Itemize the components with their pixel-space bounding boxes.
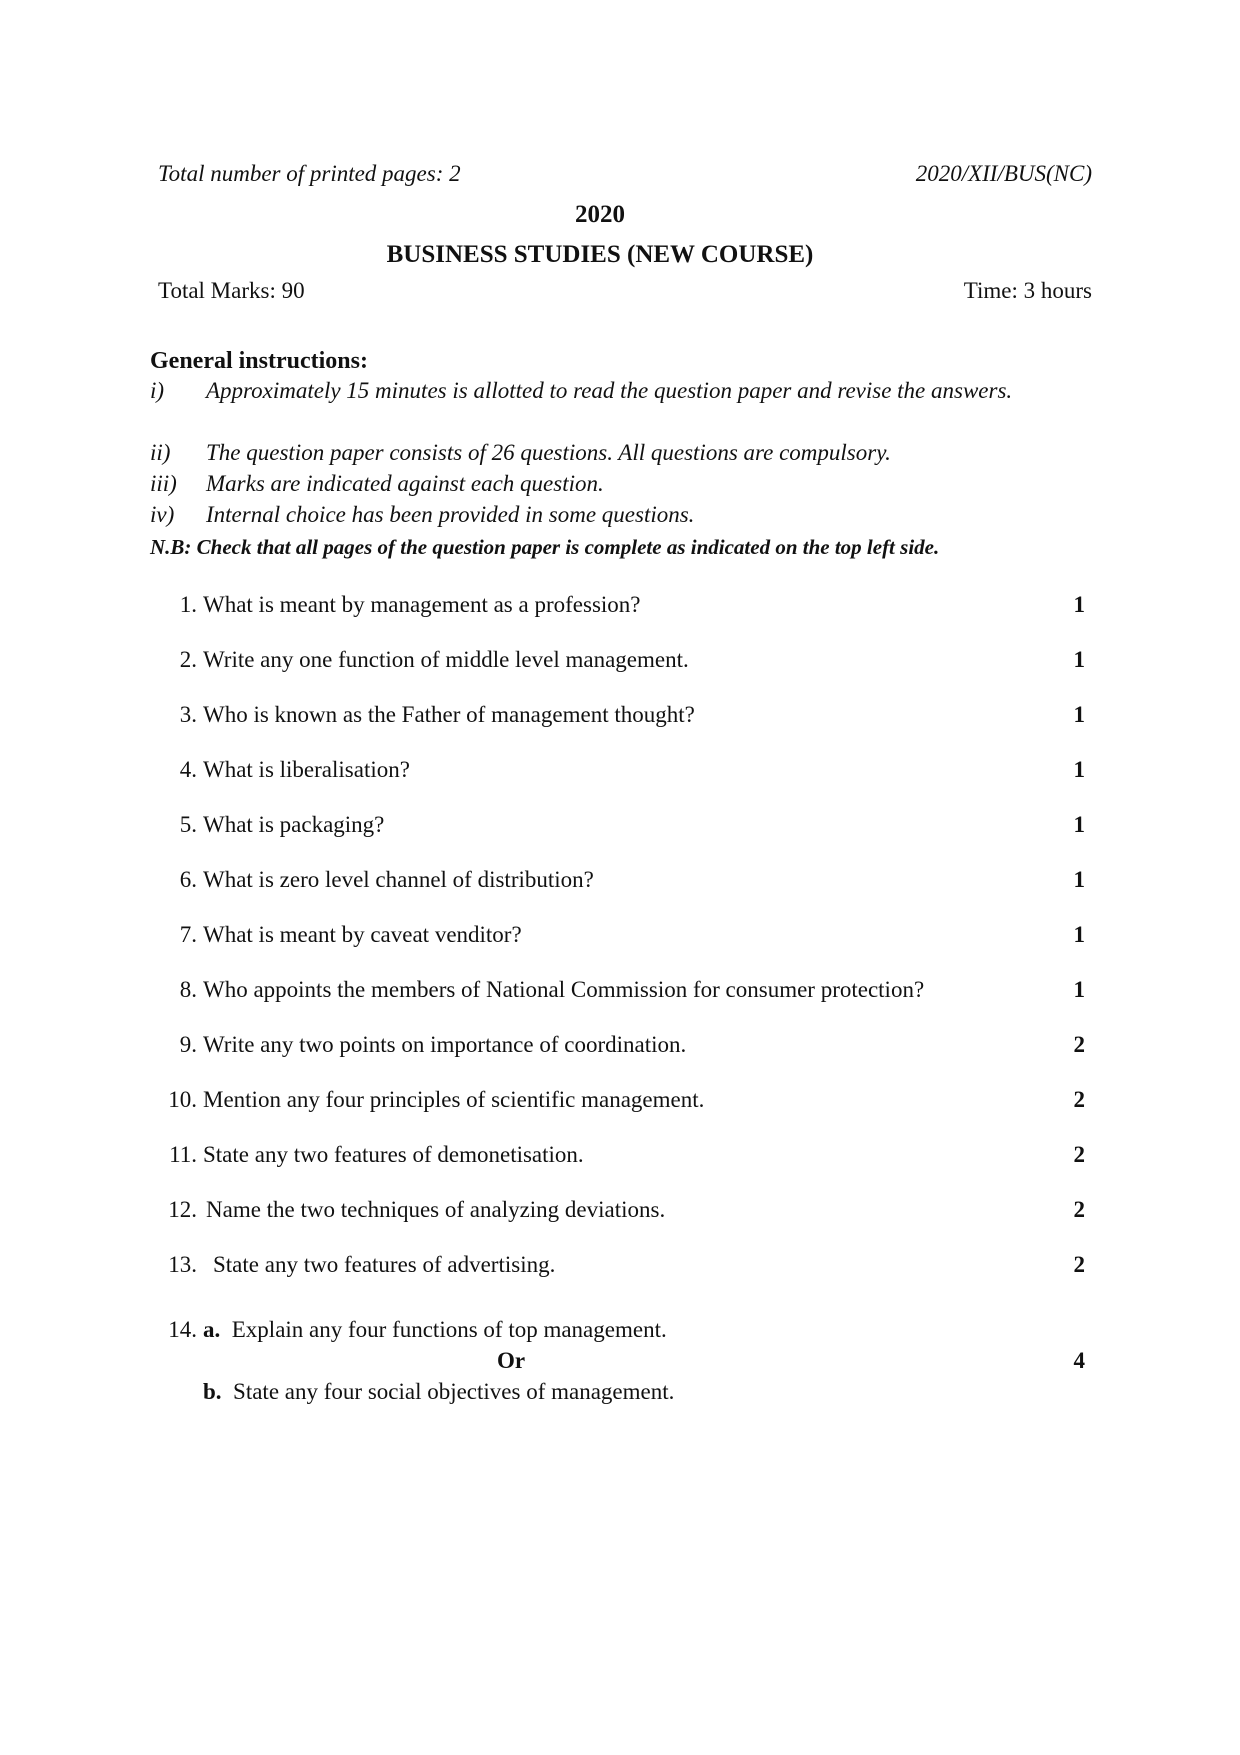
question-row	[150, 866, 1085, 894]
question-row-14	[150, 1316, 1085, 1344]
question-text: What is packaging?	[203, 812, 385, 837]
question-marks: 2	[1073, 1087, 1085, 1112]
question-text: What is meant by caveat venditor?	[203, 922, 522, 947]
question-text: What is zero level channel of distribution?	[203, 867, 594, 892]
question-text: Mention any four principles of scientific management.	[203, 1087, 705, 1112]
instruction-item	[150, 499, 1100, 530]
exam-year: 2020	[575, 201, 625, 228]
question-row	[150, 1196, 1085, 1224]
question-number: 10.	[168, 1087, 197, 1112]
question-number: 11.	[169, 1142, 197, 1167]
instructions-heading: General instructions:	[150, 348, 368, 374]
question-row	[150, 811, 1085, 839]
paper-code: 2020/XII/BUS(NC)	[915, 161, 1092, 186]
question-row	[150, 591, 1085, 619]
question-text: Who is known as the Father of management thought?	[203, 702, 695, 727]
question-number: 13.	[168, 1252, 197, 1277]
option-a-label: a.	[203, 1317, 221, 1342]
question-row	[150, 1031, 1085, 1059]
question-number: 9.	[179, 1032, 197, 1057]
question-marks: 1	[1073, 977, 1085, 1002]
question-number: 6.	[179, 867, 197, 892]
question-number: 5.	[179, 812, 197, 837]
question-option-b	[203, 1378, 674, 1406]
question-number: 3.	[179, 702, 197, 727]
instruction-item	[150, 437, 1100, 468]
question-marks: 2	[1073, 1197, 1085, 1222]
instruction-number: iii)	[150, 471, 177, 496]
option-b-label: b.	[203, 1379, 222, 1404]
question-marks: 4	[1073, 1348, 1085, 1373]
question-number: 4.	[179, 757, 197, 782]
total-marks: Total Marks: 90	[158, 278, 305, 303]
question-text: Name the two techniques of analyzing deviations.	[206, 1197, 666, 1222]
question-marks: 2	[1073, 1032, 1085, 1057]
question-number: 7.	[179, 922, 197, 947]
question-marks: 1	[1073, 867, 1085, 892]
instruction-item	[150, 468, 1100, 499]
question-text: State any two features of advertising.	[213, 1252, 556, 1277]
question-number: 12.	[168, 1197, 197, 1222]
question-marks: 2	[1073, 1252, 1085, 1277]
question-text: What is meant by management as a profession?	[203, 592, 641, 617]
option-b-text: State any four social objectives of management.	[233, 1379, 675, 1404]
instruction-number: iv)	[150, 502, 175, 527]
nb-note: N.B: Check that all pages of the question paper is complete as indicated on the top left side.	[150, 535, 940, 559]
printed-pages-note: Total number of printed pages: 2	[158, 161, 461, 186]
question-marks: 1	[1073, 757, 1085, 782]
question-number: 8.	[179, 977, 197, 1002]
question-row	[150, 976, 1085, 1004]
question-row	[150, 1251, 1085, 1279]
option-a-text: Explain any four functions of top management.	[231, 1317, 667, 1342]
or-separator: Or	[497, 1348, 526, 1373]
question-row	[150, 646, 1085, 674]
question-text: What is liberalisation?	[203, 757, 410, 782]
instruction-text: Approximately 15 minutes is allotted to read the question paper and revise the answers.	[206, 378, 1013, 403]
question-row	[150, 921, 1085, 949]
question-marks: 1	[1073, 592, 1085, 617]
question-marks: 1	[1073, 647, 1085, 672]
question-option-a	[203, 1316, 667, 1344]
question-text: Who appoints the members of National Commission for consumer protection?	[203, 977, 925, 1002]
question-marks: 2	[1073, 1142, 1085, 1167]
question-number: 1.	[179, 592, 197, 617]
question-marks: 1	[1073, 922, 1085, 947]
time-allowed: Time: 3 hours	[963, 278, 1092, 303]
question-text: Write any one function of middle level management.	[203, 647, 689, 672]
paper-title: BUSINESS STUDIES (NEW COURSE)	[386, 241, 814, 268]
question-marks: 1	[1073, 702, 1085, 727]
instruction-number: i)	[150, 378, 165, 403]
instruction-text: Internal choice has been provided in some questions.	[206, 502, 695, 527]
question-number: 2.	[179, 647, 197, 672]
instruction-item	[150, 375, 1100, 406]
instruction-number: ii)	[150, 440, 171, 465]
question-number: 14.	[168, 1317, 197, 1342]
question-text: State any two features of demonetisation.	[203, 1142, 584, 1167]
question-row	[150, 1141, 1085, 1169]
question-marks: 1	[1073, 812, 1085, 837]
question-row	[150, 756, 1085, 784]
instruction-text: Marks are indicated against each question.	[206, 471, 604, 496]
question-row	[150, 1086, 1085, 1114]
question-row	[150, 701, 1085, 729]
question-14-marks-row	[150, 1347, 1085, 1375]
instruction-text: The question paper consists of 26 questions. All questions are compulsory.	[206, 440, 891, 465]
question-text: Write any two points on importance of coordination.	[203, 1032, 687, 1057]
